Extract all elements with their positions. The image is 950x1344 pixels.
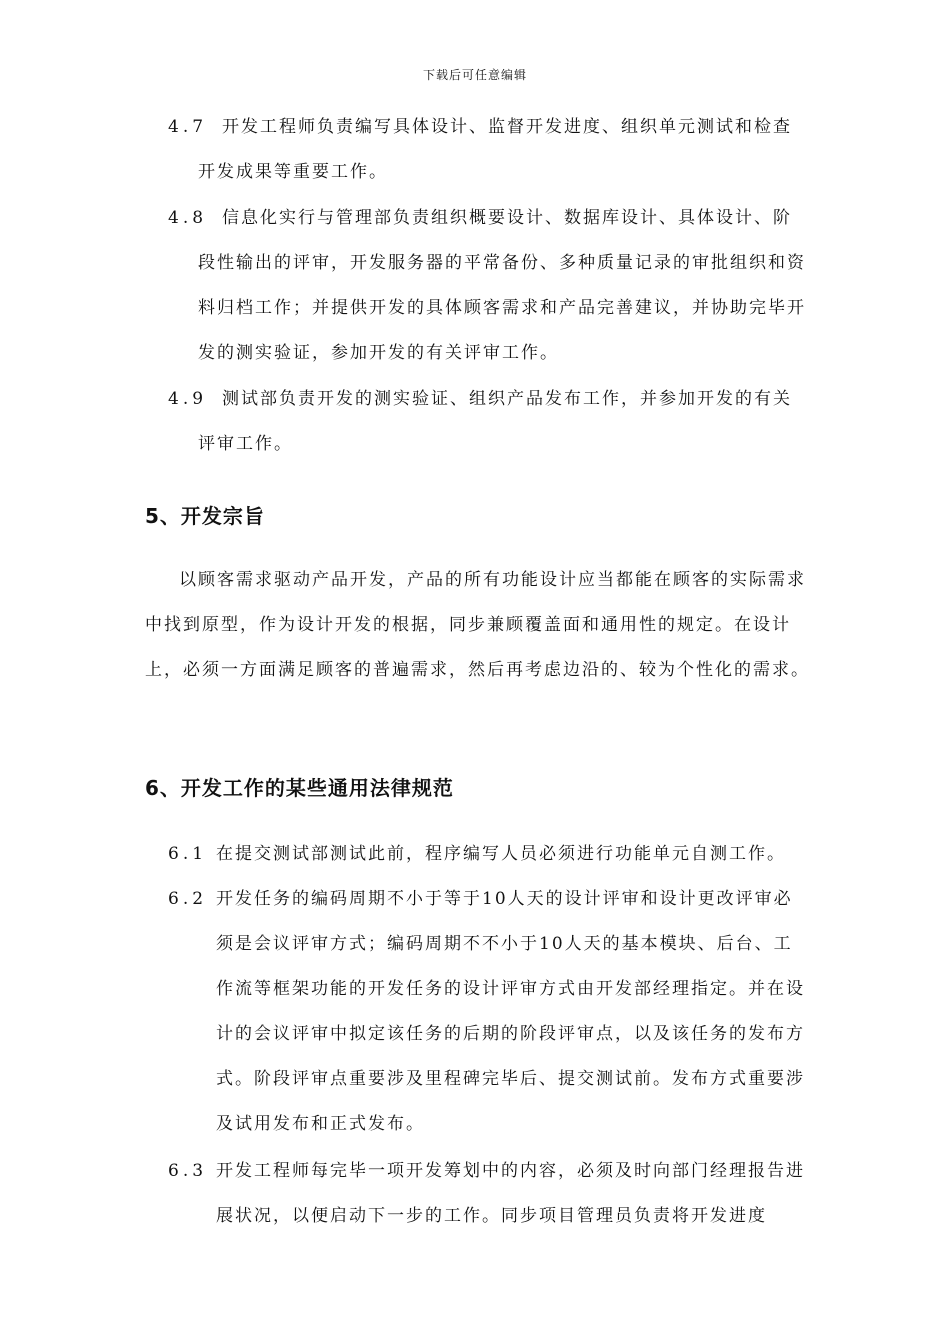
item-number: 6.3 [168, 1161, 208, 1181]
item-number: 4.7 [168, 117, 208, 137]
page-header: 下载后可任意编辑 [422, 68, 527, 82]
item-number: 6.2 [168, 889, 208, 909]
list-item-4-7 [168, 105, 808, 195]
item-number: 4.9 [168, 389, 208, 409]
section-paragraph-5: 以顾客需求驱动产品开发，产品的所有功能设计应当都能在顾客的实际需求中找到原型，作为设计开发的根据，同步兼顾覆盖面和通用性的规定。在设计上，必须一方面满足顾客的普遍需求，然后再考虑边沿的、较为个性化的需求。 [145, 570, 810, 680]
list-item-6-2 [168, 877, 808, 1147]
section-heading-5: 5、开发宗旨 [145, 504, 265, 528]
item-text: 测试部负责开发的测实验证、组织产品发布工作，并参加开发的有关评审工作。 [198, 389, 792, 454]
list-item-4-9 [168, 377, 808, 467]
item-text: 开发工程师每完毕一项开发筹划中的内容，必须及时向部门经理报告进展状况，以便启动下一步的工作。同步项目管理员负责将开发进度 [216, 1161, 805, 1226]
item-text: 开发任务的编码周期不小于等于10人天的设计评审和设计更改评审必须是会议评审方式；编码周期不不小于10人天的基本模块、后台、工作流等框架功能的开发任务的设计评审方式由开发部经理指定。并在设计的会议评审中拟定该任务的后期的阶段评审点，以及该任务的发布方式。阶段评审点重要涉及里程碑完毕后、提交测试前。发布方式重要涉及试用发布和正式发布。 [216, 889, 805, 1134]
list-item-6-1 [168, 832, 808, 877]
item-number: 4.8 [168, 208, 208, 228]
list-item-4-8 [168, 196, 808, 376]
item-text: 开发工程师负责编写具体设计、监督开发进度、组织单元测试和检查开发成果等重要工作。 [198, 117, 792, 182]
item-text: 在提交测试部测试此前，程序编写人员必须进行功能单元自测工作。 [216, 844, 786, 864]
item-number: 6.1 [168, 844, 208, 864]
section-heading-6: 6、开发工作的某些通用法律规范 [145, 776, 454, 800]
list-item-6-3 [168, 1149, 808, 1239]
item-text: 信息化实行与管理部负责组织概要设计、数据库设计、具体设计、阶段性输出的评审，开发服务器的平常备份、多种质量记录的审批组织和资料归档工作；并提供开发的具体顾客需求和产品完善建议，并协助完毕开发的测实验证，参加开发的有关评审工作。 [198, 208, 806, 363]
